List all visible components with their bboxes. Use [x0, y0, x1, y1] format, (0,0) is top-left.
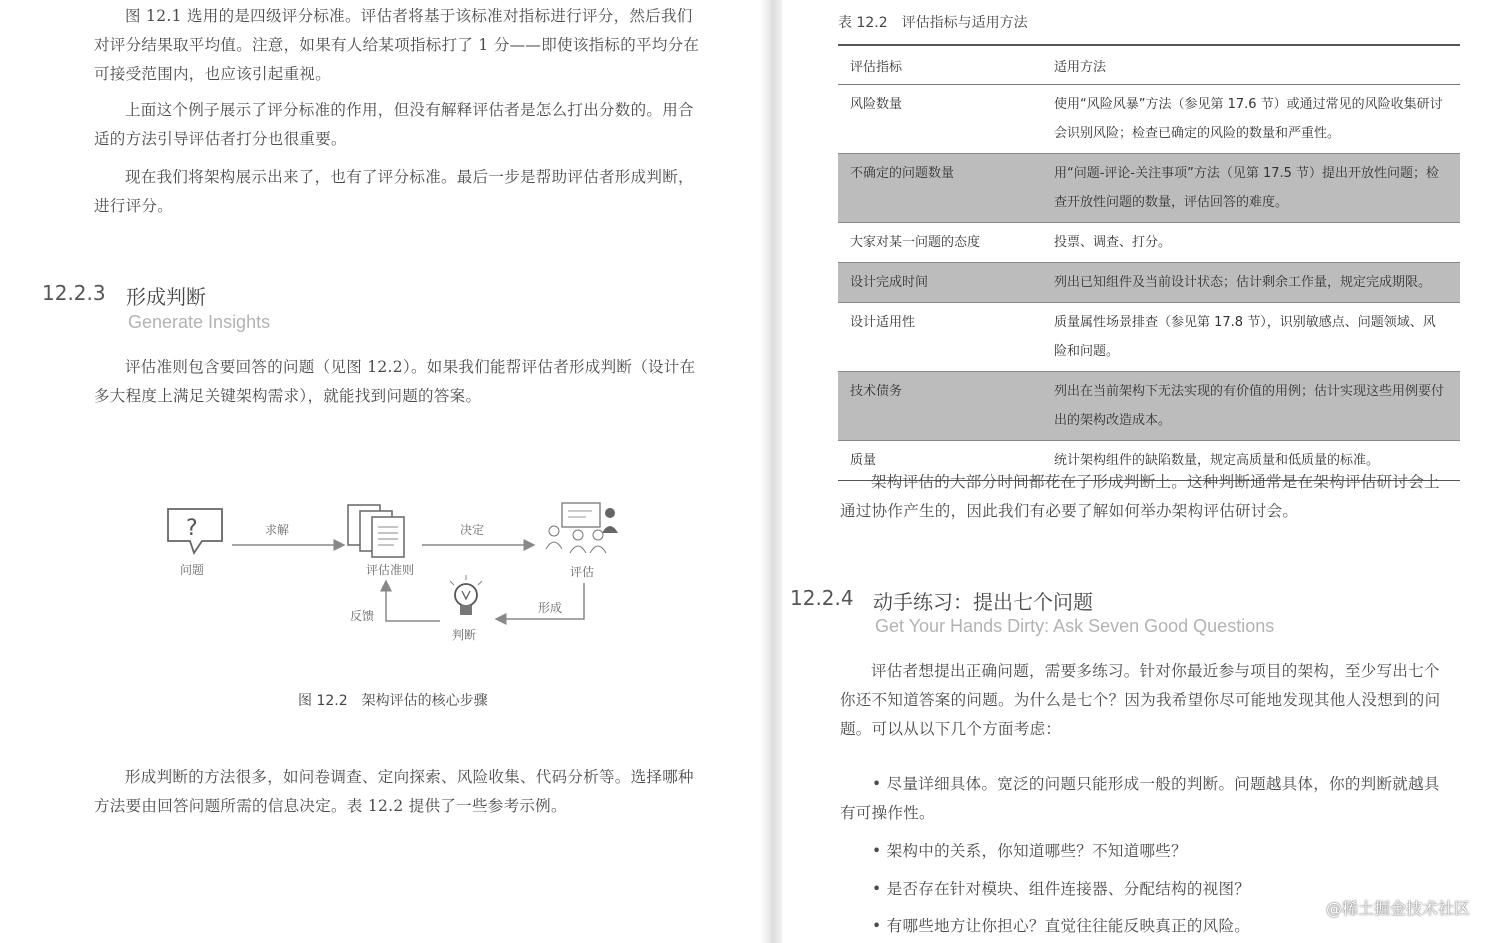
- table-cell-metric: 设计适用性: [850, 315, 916, 330]
- bullet-item: • 是否存在针对模块、组件连接器、分配结构的视图？: [872, 880, 1251, 898]
- table-cell-method: 列出已知组件及当前设计状态；估计剩余工作量，规定完成期限。: [1042, 263, 1460, 303]
- table-row: [838, 154, 1460, 223]
- bullet-item: • 有哪些地方让你担心？直觉往往能反映真正的风险。: [872, 917, 1251, 935]
- table-cell-metric: 风险数量: [850, 97, 903, 112]
- table-cell-method: 用“问题-评论-关注事项”方法（见第 17.5 节）提出开放性问题；检查开放性问题的数量，评估回答的难度。: [1042, 154, 1460, 223]
- node-evaluate-label: 评估: [570, 565, 595, 579]
- table-row: [838, 303, 1460, 372]
- paragraph: 图 12.1 选用的是四级评分标准。评估者将基于该标准对指标进行评分，然后我们对评分结果取平均值。注意，如果有人给某项指标打了 1 分——即使该指标的平均分在可接受范围内，也应该引起重视。: [94, 7, 700, 83]
- table-header-metric: 评估指标: [850, 59, 903, 75]
- book-gutter: [760, 0, 782, 943]
- table-header-row: [838, 45, 1460, 85]
- paragraph: 评估准则包含要回答的问题（见图 12.2）。如果我们能帮评估者形成判断（设计在多大程度上满足关键架构需求），就能找到问题的答案。: [94, 358, 696, 405]
- paragraph: 现在我们将架构展示出来了，也有了评分标准。最后一步是帮助评估者形成判断，进行评分。: [94, 168, 694, 215]
- table-cell-metric: 不确定的问题数量: [838, 154, 1042, 223]
- table-row: [838, 85, 1460, 154]
- table-cell-metric: 设计完成时间: [838, 263, 1042, 303]
- question-bubble-icon: [168, 509, 222, 553]
- paragraph: 形成判断的方法很多，如问卷调查、定向探索、风险收集、代码分析等。选择哪种方法要由回答问题所需的信息决定。表 12.2 提供了一些参考示例。: [94, 768, 694, 815]
- table-title: 表 12.2 评估指标与适用方法: [838, 15, 1028, 31]
- table-cell-method: 质量属性场景排查（参见第 17.8 节），识别敏感点、问题领域、风险和问题。: [1054, 315, 1436, 359]
- bullet-item: • 尽量详细具体。宽泛的问题只能形成一般的判断。问题越具体，你的判断就越具有可操作性。: [840, 775, 1440, 822]
- arrow-feedback: [386, 581, 440, 621]
- core-steps-diagram: [150, 495, 630, 645]
- node-question-label: 问题: [180, 563, 205, 577]
- table-row: [838, 263, 1460, 303]
- node-judgment-label: 判断: [452, 628, 477, 642]
- paragraph: 上面这个例子展示了评分标准的作用，但没有解释评估者是怎么打出分数的。用合适的方法引导评估者打分也很重要。: [94, 101, 694, 148]
- bullet-item: • 架构中的关系，你知道哪些？不知道哪些？: [872, 842, 1187, 860]
- meeting-icon: [546, 503, 618, 553]
- metrics-table: [838, 44, 1460, 481]
- section-subtitle: Get Your Hands Dirty: Ask Seven Good Questions: [875, 616, 1275, 636]
- table-row: [838, 223, 1460, 263]
- table-cell-method: 使用“风险风暴”方法（参见第 17.6 节）或通过常见的风险收集研讨会识别风险；检查已确定的风险的数量和严重性。: [1054, 97, 1443, 141]
- edge-decide-label: 决定: [460, 523, 485, 537]
- table-row: [838, 372, 1460, 441]
- table-cell-method: 列出在当前架构下无法实现的有价值的用例；估计实现这些用例要付出的架构改造成本。: [1042, 372, 1460, 441]
- edge-form-label: 形成: [538, 601, 563, 615]
- table-header-method: 适用方法: [1054, 59, 1107, 75]
- figure-caption: 图 12.2 架构评估的核心步骤: [298, 693, 488, 709]
- table-cell-metric: 大家对某一问题的态度: [850, 235, 981, 250]
- node-criteria-label: 评估准则: [366, 563, 415, 577]
- section-number: 12.2.4: [790, 586, 854, 610]
- table-cell-metric: 质量: [850, 453, 877, 468]
- documents-icon: [348, 505, 404, 557]
- svg-text:?: ?: [186, 516, 198, 541]
- watermark: @稀土掘金技术社区: [1326, 899, 1471, 918]
- section-title: 形成判断: [126, 285, 206, 309]
- table-cell-metric: 技术债务: [838, 372, 1042, 441]
- paragraph: 架构评估的大部分时间都花在了形成判断上。这种判断通常是在架构评估研讨会上通过协作产生的，因此我们有必要了解如何举办架构评估研讨会。: [840, 473, 1440, 520]
- lightbulb-icon: [450, 575, 482, 615]
- section-number: 12.2.3: [42, 281, 106, 305]
- section-subtitle: Generate Insights: [128, 312, 271, 332]
- section-title: 动手练习：提出七个问题: [873, 590, 1093, 614]
- edge-solve-label: 求解: [265, 523, 290, 537]
- paragraph: 评估者想提出正确问题，需要多练习。针对你最近参与项目的架构，至少写出七个你还不知道答案的问题。为什么是七个？因为我希望你尽可能地发现其他人没想到的问题。可以从以下几个方面考虑：: [840, 662, 1441, 738]
- table-cell-method: 投票、调查、打分。: [1054, 235, 1172, 250]
- edge-feedback-label: 反馈: [350, 609, 375, 623]
- table-cell-method: 统计架构组件的缺陷数量，规定高质量和低质量的标准。: [1054, 453, 1380, 468]
